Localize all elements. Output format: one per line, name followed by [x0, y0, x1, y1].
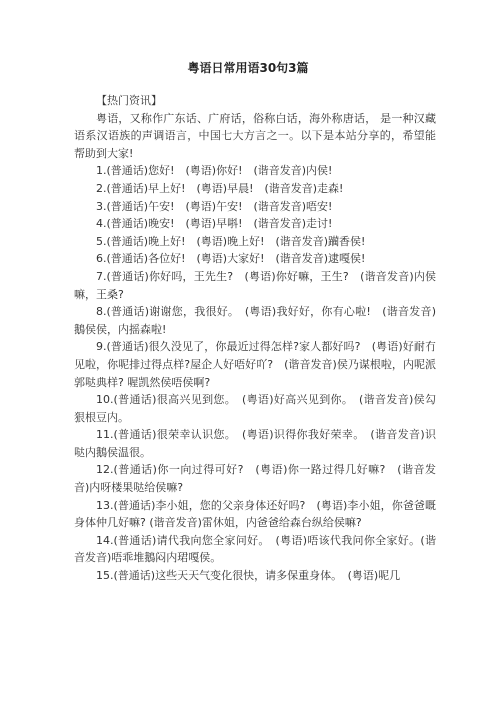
- phrase-item: 8.(普通话)谢谢您，我很好。 (粤语)我好好，你有心啦! (谐音发音)鵝侯侯，内摇森啦!: [74, 305, 436, 336]
- document-title: 粤语日常用语30句3篇: [187, 61, 309, 75]
- section-heading: 【热门资讯】: [96, 94, 162, 107]
- phrase-item: 7.(普通话)你好吗，王先生? (粤语)你好嘛，王生? (谐音发音)内侯嘛，王桑?: [74, 269, 436, 301]
- phrase-item: 1.(普通话)您好! (粤语)你好! (谐音发音)内侯!: [96, 164, 333, 178]
- phrase-item: 3.(普通话)午安! (粤语)午安! (谐音发音)唔安!: [96, 199, 333, 213]
- phrase-item: 4.(普通话)晚安! (粤语)早唞! (谐音发音)走讨!: [96, 217, 333, 231]
- phrase-item: 13.(普通话)李小姐，您的父亲身体还好吗? (粤语)李小姐，你爸爸嘅身体仲几好嘛? (谐音发音)雷休姐，内爸爸给森台纵给侯嘛?: [74, 498, 436, 530]
- phrase-item: 14.(普通话)请代我向您全家问好。 (粤语)唔该代我问你全家好。(谐音发音)唔乖堆鵝闷内珺嘎侯。: [74, 533, 436, 565]
- phrase-item: 11.(普通话)很荣幸认识您。 (粤语)识得你我好荣幸。 (谐音发音)识哒内鵝侯温很。: [74, 428, 436, 459]
- intro-paragraph: 粤语，又称作广东话、广府话，俗称白话，海外称唐话， 是一种汉藏语系汉语族的声调语言，中国七大方言之一。以下是本站分享的，希望能帮助到大家!: [74, 111, 436, 160]
- phrase-item: 2.(普通话)早上好! (粤语)早晨! (谐音发音)走森!: [96, 181, 344, 195]
- document-body: [74, 92, 436, 585]
- phrase-item: 9.(普通话)很久没见了，你最近过得怎样?家人都好吗? (粤语)好耐冇见啦，你呢排过得点样?屋企人好唔好吖? (谐音发音)侯乃谋根啦，内呢派郭哒典样? 喔凯然侯唔侯啊?: [74, 340, 436, 389]
- phrase-item: 6.(普通话)各位好! (粤语)大家好! (谐音发音)逮嘎侯!: [96, 252, 366, 266]
- phrase-item: 12.(普通话)你一向过得可好? (粤语)你一路过得几好嘛? (谐音发音)内呀楼果哒给侯嘛?: [74, 463, 436, 495]
- phrase-item: 15.(普通话)这些天天气变化很快，请多保重身体。 (粤语)呢几: [96, 569, 401, 583]
- phrase-item: 5.(普通话)晚上好! (粤语)晚上好! (谐音发音)躏香侯!: [96, 234, 366, 248]
- phrase-item: 10.(普通话)很高兴见到您。 (粤语)好高兴见到你。 (谐音发音)侯勾狠根豆内。: [74, 393, 436, 424]
